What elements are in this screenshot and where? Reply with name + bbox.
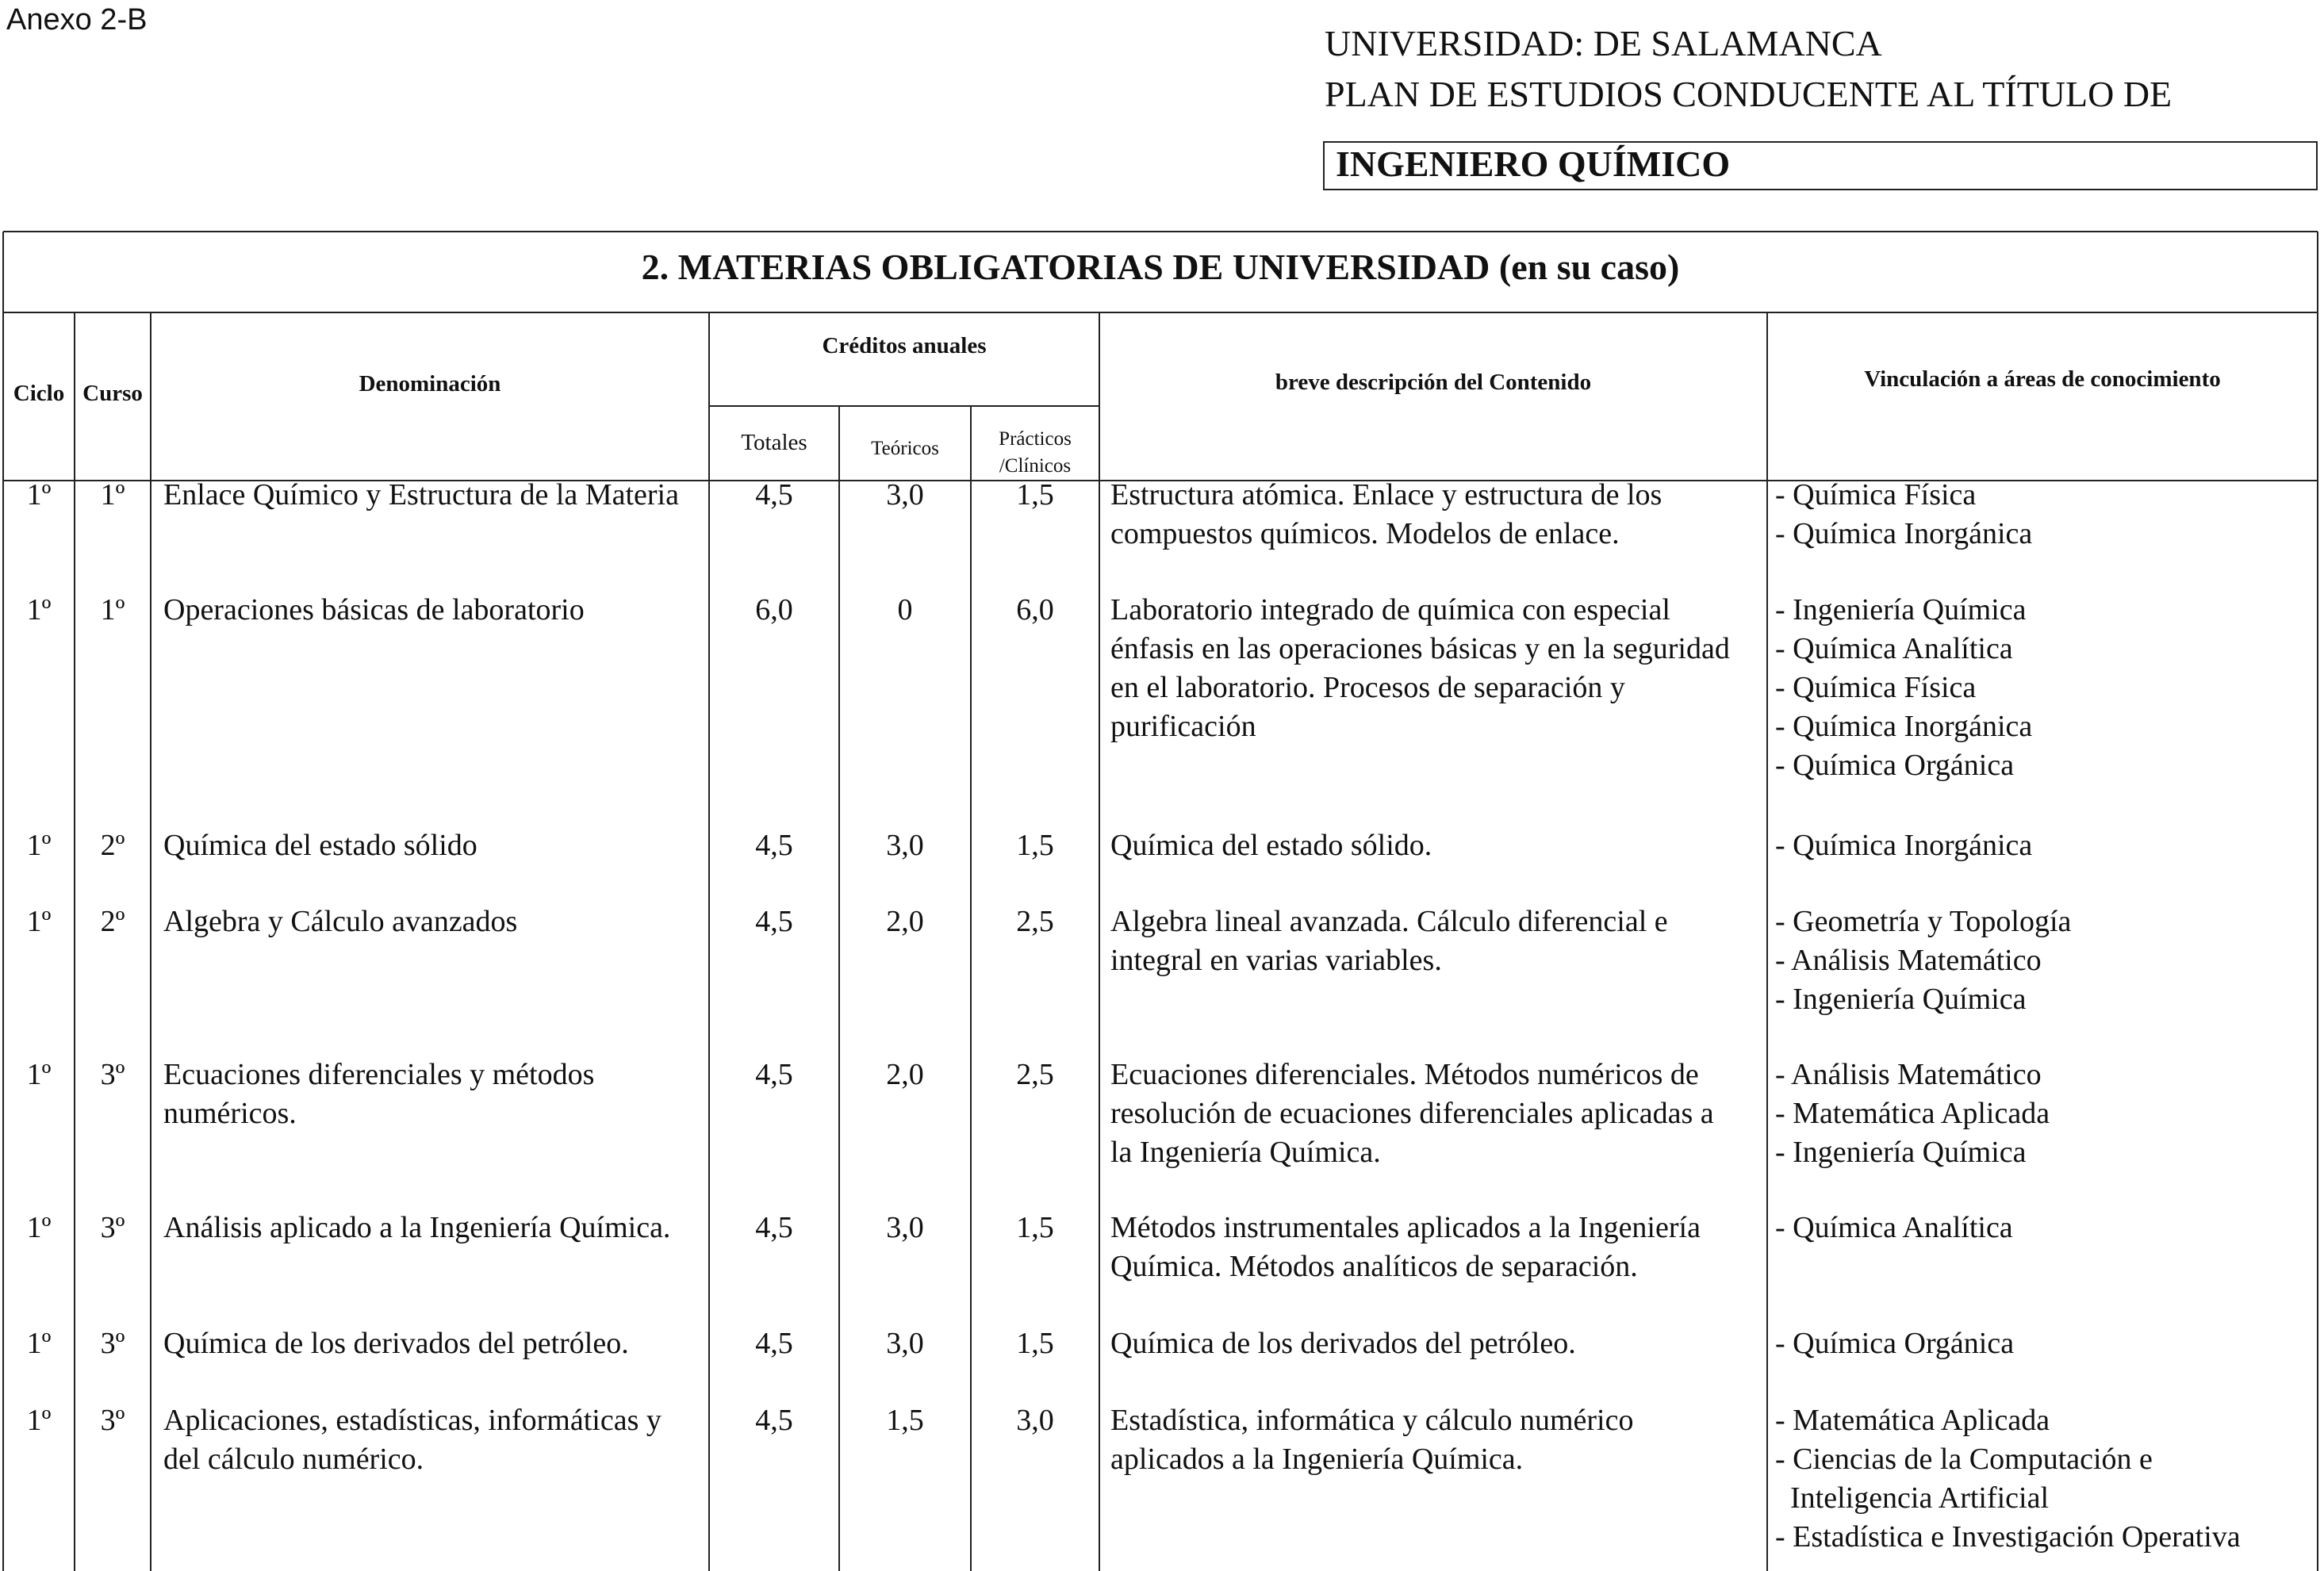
cell-teoricos: 1,5 [886, 1404, 924, 1437]
cell-descripcion: Estadística, informática y cálculo numérico [1110, 1404, 1634, 1437]
cell-teoricos: 3,0 [886, 1327, 924, 1360]
cell-curso: 3º [100, 1058, 125, 1091]
cell-ciclo: 1º [26, 478, 52, 512]
cell-curso: 1º [100, 593, 125, 626]
cell-practicos: 2,5 [1016, 905, 1054, 938]
cell-area: - Química Inorgánica [1775, 829, 2033, 862]
cell-descripcion: Ecuaciones diferenciales. Métodos numéricos de [1110, 1058, 1699, 1091]
cell-area: - Química Orgánica [1775, 1327, 2015, 1360]
cell-denominacion: Aplicaciones, estadísticas, informáticas y [163, 1404, 662, 1437]
cell-descripcion: integral en varias variables. [1110, 944, 1442, 977]
cell-descripcion: aplicados a la Ingeniería Química. [1110, 1443, 1524, 1476]
header-totales: Totales [741, 430, 807, 455]
cell-descripcion: Estructura atómica. Enlace y estructura de los [1110, 478, 1662, 512]
header-clinicos: /Clínicos [999, 455, 1072, 477]
header-creditos-anuales: Créditos anuales [822, 333, 987, 358]
header-vinculacion: Vinculación a áreas de conocimiento [1864, 366, 2221, 392]
cell-descripcion: Química. Métodos analíticos de separación. [1110, 1250, 1638, 1283]
cell-descripcion: purificación [1110, 710, 1256, 743]
cell-ciclo: 1º [26, 905, 52, 938]
cell-descripcion: Química del estado sólido. [1110, 829, 1432, 862]
cell-totales: 4,5 [755, 478, 793, 512]
cell-denominacion: numéricos. [163, 1097, 297, 1130]
cell-area: - Química Orgánica [1775, 749, 2015, 782]
cell-denominacion: Ecuaciones diferenciales y métodos [163, 1058, 595, 1091]
cell-practicos: 6,0 [1016, 593, 1054, 626]
cell-descripcion: resolución de ecuaciones diferenciales aplicadas a [1110, 1097, 1714, 1130]
cell-teoricos: 0 [897, 593, 913, 626]
cell-area: - Química Analítica [1775, 1211, 2013, 1244]
cell-denominacion: Química del estado sólido [163, 829, 477, 862]
cell-teoricos: 2,0 [886, 905, 924, 938]
cell-curso: 1º [100, 478, 125, 512]
cell-denominacion: Algebra y Cálculo avanzados [163, 905, 518, 938]
cell-totales: 4,5 [755, 829, 793, 862]
annex-label: Anexo 2-B [6, 3, 148, 36]
cell-teoricos: 3,0 [886, 1211, 924, 1244]
cell-descripcion: Laboratorio integrado de química con especial [1110, 593, 1670, 626]
cell-area: - Química Inorgánica [1775, 710, 2033, 743]
cell-denominacion: Química de los derivados del petróleo. [163, 1327, 629, 1360]
cell-area: - Ingeniería Química [1775, 983, 2027, 1016]
cell-totales: 4,5 [755, 1404, 793, 1437]
cell-practicos: 3,0 [1016, 1404, 1054, 1437]
cell-descripcion: compuestos químicos. Modelos de enlace. [1110, 517, 1620, 550]
cell-curso: 2º [100, 829, 125, 862]
header-descripcion: breve descripción del Contenido [1275, 370, 1592, 395]
cell-area: - Matemática Aplicada [1775, 1404, 2050, 1437]
header-practicos: Prácticos [999, 428, 1072, 450]
cell-totales: 4,5 [755, 905, 793, 938]
cell-area: - Ciencias de la Computación e [1775, 1443, 2153, 1476]
cell-totales: 4,5 [755, 1058, 793, 1091]
cell-denominacion: Operaciones básicas de laboratorio [163, 593, 585, 626]
cell-teoricos: 2,0 [886, 1058, 924, 1091]
cell-curso: 3º [100, 1211, 125, 1244]
cell-practicos: 1,5 [1016, 1211, 1054, 1244]
cell-practicos: 1,5 [1016, 478, 1054, 512]
cell-area: - Química Inorgánica [1775, 517, 2033, 550]
cell-area: - Estadística e Investigación Operativa [1775, 1520, 2241, 1554]
header-denominacion: Denominación [359, 371, 501, 397]
cell-practicos: 2,5 [1016, 1058, 1054, 1091]
cell-ciclo: 1º [26, 1058, 52, 1091]
cell-area: - Química Física [1775, 478, 1977, 512]
cell-descripcion: énfasis en las operaciones básicas y en la seguridad [1110, 632, 1730, 665]
cell-curso: 3º [100, 1327, 125, 1360]
cell-practicos: 1,5 [1016, 829, 1054, 862]
cell-totales: 4,5 [755, 1211, 793, 1244]
university-line: UNIVERSIDAD: DE SALAMANCA [1325, 23, 1882, 63]
cell-descripcion: Química de los derivados del petróleo. [1110, 1327, 1576, 1360]
header-teoricos: Teóricos [871, 438, 939, 459]
cell-area: - Análisis Matemático [1775, 944, 2042, 977]
cell-teoricos: 3,0 [886, 478, 924, 512]
cell-descripcion: Métodos instrumentales aplicados a la Ingeniería [1110, 1211, 1701, 1244]
header-curso: Curso [82, 381, 143, 406]
header-ciclo: Ciclo [13, 381, 65, 406]
cell-ciclo: 1º [26, 1327, 52, 1360]
cell-descripcion: Algebra lineal avanzada. Cálculo diferencial e [1110, 905, 1668, 938]
cell-descripcion: en el laboratorio. Procesos de separación y [1110, 671, 1625, 704]
cell-area: - Matemática Aplicada [1775, 1097, 2050, 1130]
cell-ciclo: 1º [26, 593, 52, 626]
cell-ciclo: 1º [26, 1211, 52, 1244]
cell-totales: 4,5 [755, 1327, 793, 1360]
cell-ciclo: 1º [26, 829, 52, 862]
cell-denominacion: Enlace Químico y Estructura de la Materia [163, 478, 679, 512]
cell-area: - Ingeniería Química [1775, 593, 2027, 626]
cell-curso: 2º [100, 905, 125, 938]
plan-line: PLAN DE ESTUDIOS CONDUCENTE AL TÍTULO DE [1325, 74, 2173, 114]
cell-practicos: 1,5 [1016, 1327, 1054, 1360]
cell-descripcion: la Ingeniería Química. [1110, 1136, 1381, 1169]
cell-area: - Química Analítica [1775, 632, 2013, 665]
cell-curso: 3º [100, 1404, 125, 1437]
cell-area: - Geometría y Topología [1775, 905, 2072, 938]
section-title: 2. MATERIAS OBLIGATORIAS DE UNIVERSIDAD (en su caso) [641, 247, 1680, 287]
degree-title: INGENIERO QUÍMICO [1336, 144, 1731, 184]
cell-area: - Ingeniería Química [1775, 1136, 2027, 1169]
cell-denominacion: Análisis aplicado a la Ingeniería Química. [163, 1211, 671, 1244]
cell-teoricos: 3,0 [886, 829, 924, 862]
cell-area: Inteligencia Artificial [1775, 1481, 2050, 1515]
cell-area: - Análisis Matemático [1775, 1058, 2042, 1091]
cell-ciclo: 1º [26, 1404, 52, 1437]
cell-totales: 6,0 [755, 593, 793, 626]
cell-area: - Química Física [1775, 671, 1977, 704]
cell-denominacion: del cálculo numérico. [163, 1443, 424, 1476]
